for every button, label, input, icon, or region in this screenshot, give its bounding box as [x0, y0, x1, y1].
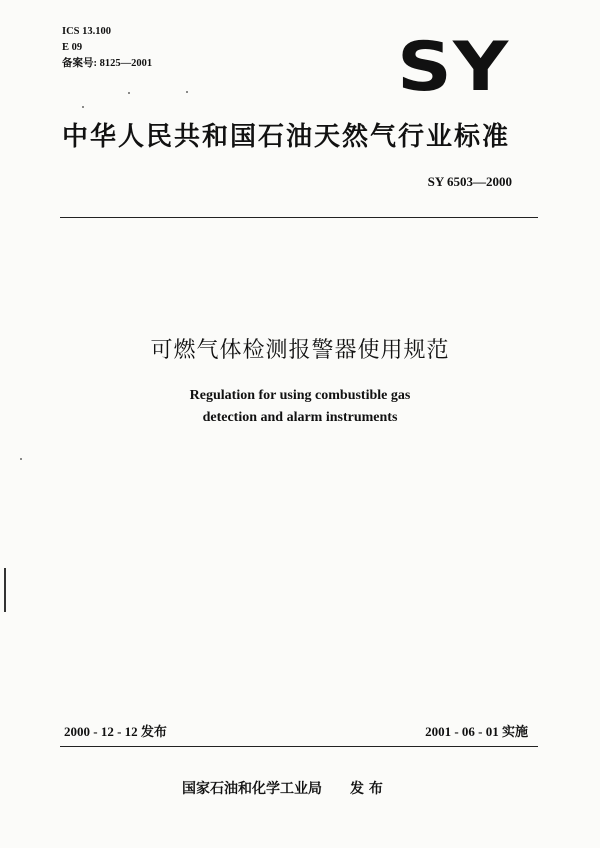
- publisher: [182, 778, 383, 798]
- publisher-verb: 发 布: [350, 781, 383, 797]
- standard-number: SY 6503—2000: [427, 174, 512, 189]
- english-title-line-2: detection and alarm instruments: [202, 410, 398, 425]
- class-code: E 09: [62, 42, 83, 53]
- classification-codes: [62, 24, 152, 72]
- record-number: 备案号: 8125—2001: [62, 58, 153, 69]
- sy-logo: SY: [397, 28, 510, 107]
- english-title: [0, 385, 600, 429]
- issuer-title: 中华人民共和国石油天然气行业标准: [62, 122, 511, 152]
- effective-date: 2001 - 06 - 01 实施: [425, 724, 528, 739]
- publisher-name: 国家石油和化学工业局: [182, 781, 322, 797]
- scan-speck: [82, 106, 84, 108]
- ics-code: ICS 13.100: [62, 26, 112, 37]
- bottom-divider: [60, 746, 538, 747]
- scan-speck: [20, 458, 22, 460]
- top-divider: [60, 217, 538, 218]
- scan-edge-mark: [4, 568, 6, 612]
- english-title-line-1: Regulation for using combustible gas: [189, 388, 411, 403]
- scan-speck: [128, 92, 130, 94]
- publish-date: 2000 - 12 - 12 发布: [64, 724, 167, 739]
- scan-speck: [186, 91, 188, 93]
- chinese-title: 可燃气体检测报警器使用规范: [150, 338, 450, 363]
